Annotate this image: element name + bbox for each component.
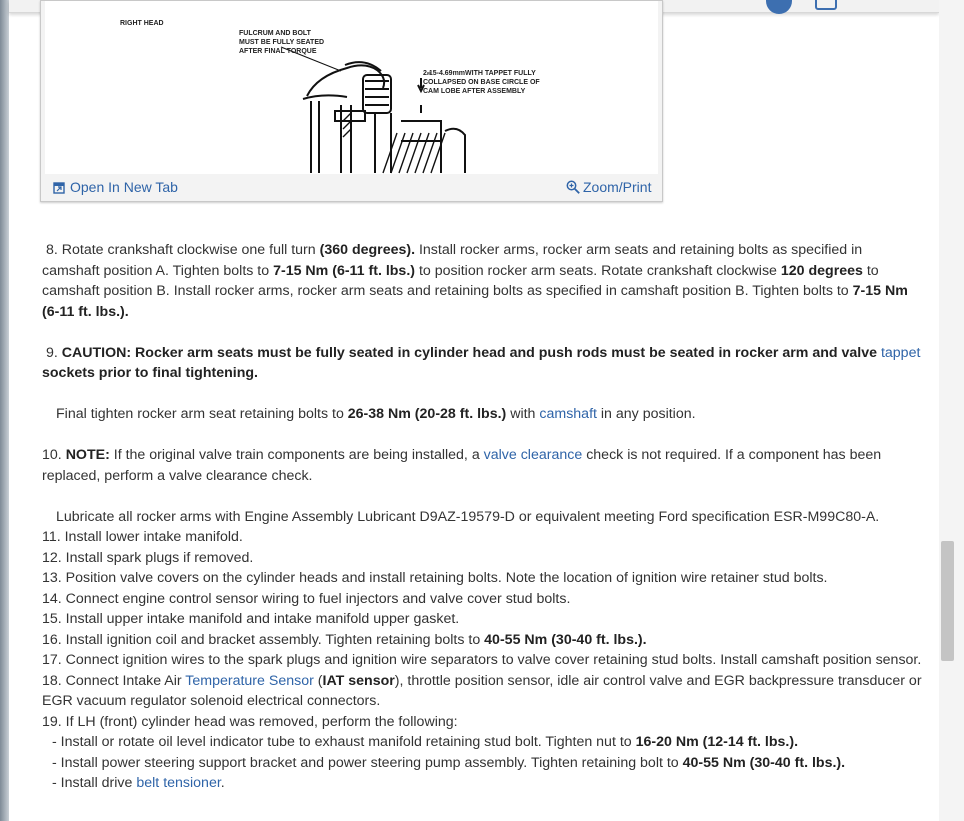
step-19: 19. If LH (front) cylinder head was removed, perform the following: bbox=[42, 713, 458, 730]
step-19-b: - Install power steering support bracket and power steering pump assembly. Tighten retaining bolt to 40-55 Nm (30-40 ft. lbs.). bbox=[52, 754, 846, 771]
step-17: 17. Connect ignition wires to the spark plugs and ignition wire separators to valve cover retaining stud bolts. Install camshaft position sensor. bbox=[42, 652, 922, 668]
step-19-c: - Install drive belt tensioner. bbox=[52, 775, 225, 791]
step-10: 10. NOTE: If the original valve train components are being installed, a valve clearance check is not required. If a component has been replaced, perform a valve clearance check. bbox=[42, 447, 882, 484]
step-12: 12. Install spark plugs if removed. bbox=[42, 549, 254, 566]
step-11: 11. Install lower intake manifold. bbox=[42, 529, 243, 545]
open-in-new-tab-link[interactable] bbox=[53, 179, 178, 195]
fulcrum-note-label: FULCRUM AND BOLT MUST BE FULLY SEATED AFTER FINAL TORQUE bbox=[239, 30, 325, 55]
step-8: 8. Rotate crankshaft clockwise one full turn (360 degrees). Install rocker arms, rocker arm seats and retaining bolts as specified in camshaft position A. Tighten bolts to 7-15 Nm (6-11 ft. lbs.) to position rocker arm seats. Rotate crankshaft clockwise 120 degrees to camshaft position B. Install rocker arms, rocker arm seats and retaining bolts as specified in camshaft position B. Tighten bolts to 7-15 Nm (6-11 ft. lbs.). bbox=[42, 242, 908, 320]
tappet-note-label: 2.15-4.69mmWITH TAPPET FULLY COLLAPSED ON BASE CIRCLE OF CAM LOBE AFTER ASSEMBLY bbox=[423, 70, 540, 95]
tappet-link[interactable]: tappet bbox=[880, 344, 921, 361]
step-18: 18. Connect Intake Air Temperature Sensor (IAT sensor), throttle position sensor, idle air control valve and EGR backpressure transducer or EGR vacuum regulator solenoid electrical connectors. bbox=[42, 672, 922, 709]
scrollbar-thumb[interactable] bbox=[941, 541, 954, 661]
step-14: 14. Connect engine control sensor wiring to fuel injectors and valve cover stud bolts. bbox=[42, 590, 571, 607]
chat-icon[interactable] bbox=[815, 0, 837, 10]
step-19-a: - Install or rotate oil level indicator tube to exhaust manifold retaining stud bolt. Tighten nut to 16-20 Nm (12-14 ft. lbs.). bbox=[52, 734, 799, 750]
belt-tensioner-link[interactable]: belt tensioner bbox=[136, 775, 221, 791]
final-tighten-note: Final tighten rocker arm seat retaining bolts to 26-38 Nm (20-28 ft. lbs.) with camshaft in any position. bbox=[56, 406, 696, 422]
lubricate-note: Lubricate all rocker arms with Engine Assembly Lubricant D9AZ-19579-D or equivalent meeting Ford specification ESR-M99C80-A. bbox=[56, 508, 880, 525]
step-13: 13. Position valve covers on the cylinder heads and install retaining bolts. Note the location of ignition wire retainer stud bolts. bbox=[42, 570, 828, 586]
window-left-edge bbox=[0, 0, 9, 821]
step-16: 16. Install ignition coil and bracket assembly. Tighten retaining bolts to 40-55 Nm (30-40 ft. lbs.). bbox=[42, 631, 647, 648]
open-in-new-tab-icon bbox=[53, 182, 65, 194]
procedure-steps bbox=[42, 240, 922, 794]
valve-clearance-link[interactable]: valve clearance bbox=[483, 447, 583, 463]
scrollbar-track[interactable] bbox=[939, 0, 964, 821]
step-15: 15. Install upper intake manifold and intake manifold upper gasket. bbox=[42, 611, 460, 627]
engine-diagram-image bbox=[45, 1, 658, 174]
zoom-print-label: Zoom/Print bbox=[583, 179, 652, 195]
step-9: 9. CAUTION: Rocker arm seats must be fully seated in cylinder head and push rods must be seated in rocker arm and valve tappet sockets prior to final tightening. bbox=[42, 344, 921, 381]
open-in-new-tab-label: Open In New Tab bbox=[70, 179, 178, 195]
right-head-label: RIGHT HEAD bbox=[120, 20, 164, 27]
camshaft-link[interactable]: camshaft bbox=[539, 406, 597, 422]
zoom-magnifier-icon bbox=[566, 180, 580, 194]
zoom-print-link[interactable] bbox=[566, 179, 651, 195]
diagram-figure bbox=[40, 0, 663, 202]
user-avatar-icon[interactable] bbox=[766, 0, 792, 14]
temperature-sensor-link[interactable]: Temperature Sensor bbox=[185, 672, 314, 689]
